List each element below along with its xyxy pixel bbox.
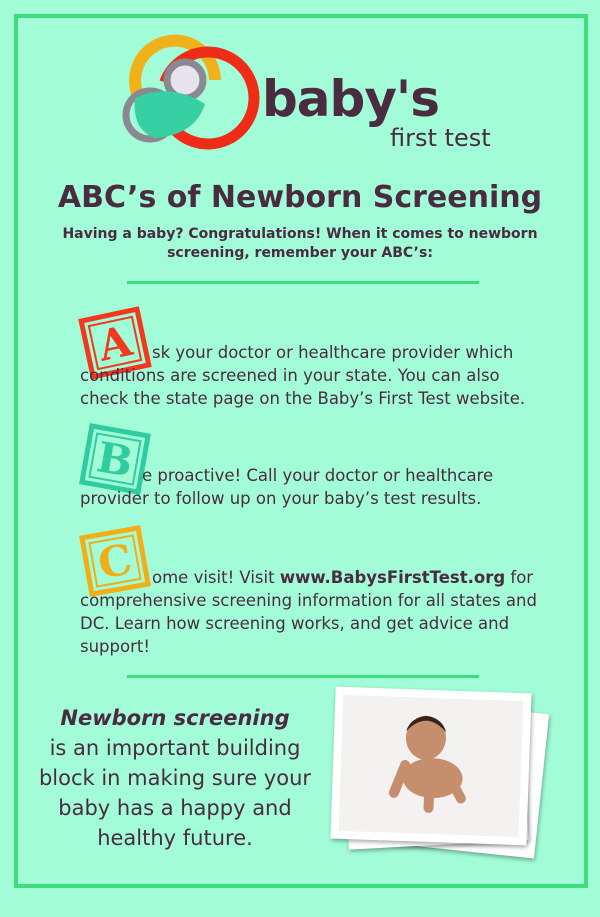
closing-body: is an important building block in making sure your baby has a happy and healthy future. xyxy=(38,736,312,850)
closing-text xyxy=(30,703,320,853)
letter-block-c: C xyxy=(79,525,151,597)
letter-block-b: B xyxy=(79,423,151,495)
item-c-text-before: ome visit! Visit xyxy=(152,568,280,587)
page-title: ABC’s of Newborn Screening xyxy=(57,180,543,215)
website-link[interactable]: www.BabysFirstTest.org xyxy=(279,568,506,587)
logo-brand: baby's xyxy=(262,70,439,128)
item-c-text xyxy=(80,566,540,658)
item-b-text: e proactive! Call your doctor or healthcare provider to follow up on your baby’s test results. xyxy=(80,466,494,508)
item-c-text-after: for comprehensive screening information for all states and DC. Learn how screening works, and get advice and support! xyxy=(80,568,537,656)
subtitle: Having a baby? Congratulations! When it comes to newborn screening, remember your ABC’s: xyxy=(62,226,538,261)
divider xyxy=(127,281,479,284)
baby-photo xyxy=(330,687,531,846)
item-a-text: sk your doctor or healthcare provider which conditions are screened in your state. You can also check the state page on the Baby’s First Test website. xyxy=(80,343,526,408)
baby-image xyxy=(330,687,531,846)
logo-icon xyxy=(110,30,260,150)
logo-tagline: first test xyxy=(390,124,491,152)
divider xyxy=(127,675,479,678)
letter-block-a: A xyxy=(78,306,152,380)
closing-emphasis: Newborn screening xyxy=(60,706,290,730)
